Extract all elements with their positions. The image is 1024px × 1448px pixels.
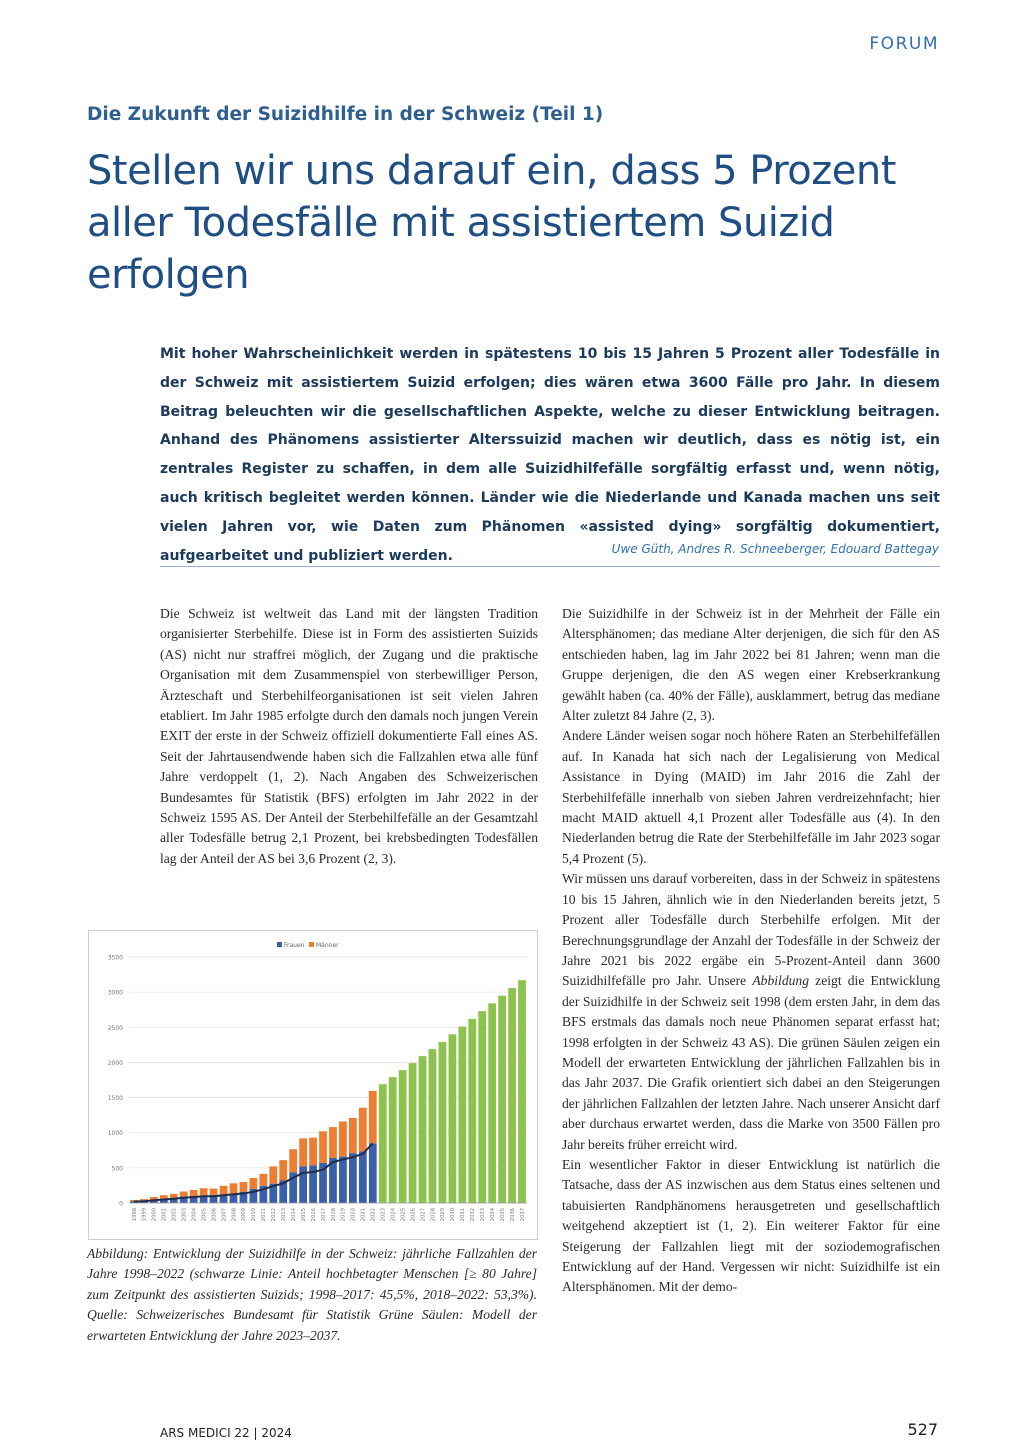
- bar-maenner: [309, 1138, 317, 1166]
- x-tick-label: 2018: [330, 1208, 337, 1222]
- x-tick-label: 2016: [310, 1208, 317, 1222]
- bar-maenner: [220, 1186, 228, 1194]
- body-paragraph: Ein wesentlicher Faktor in dieser Entwicklung ist natürlich die Tatsache, dass der AS inzwischen aus dem Status eines seltenen und tabuisierten Randphänomens herausgetreten und gesellschaftlich weitgehend akzeptiert ist (1, 2). Ein weiterer Faktor für eine Steigerung der Fallzahlen liegt mit der soziodemografischen Entwicklung auf der Hand. Vergessen wir nicht: Suizidhilfe ist ein Altersphänomen. Mit der demo-: [562, 1156, 940, 1295]
- body-paragraph: Andere Länder weisen sogar noch höhere Raten an Sterbehilfefällen auf. In Kanada hat sich nach der Legalisierung von Medical Assistance in Dying (MAID) im Jahr 2016 die Zahl der Sterbehilfefälle innerhalb von sieben Jahren verdreizehnfacht; hier macht MAID aktuell 4,1 Prozent aller Todesfälle aus (4). In den Niederlanden betrug die Rate der Sterbehilfefälle im Jahr 2023 sogar 5,4 Prozent (5).: [562, 728, 940, 866]
- figure-reference: Abbildung: [752, 973, 810, 989]
- x-tick-label: 2019: [340, 1208, 347, 1222]
- bar-modell: [508, 988, 516, 1203]
- bar-frauen: [339, 1157, 347, 1203]
- bar-maenner: [190, 1190, 198, 1196]
- body-column-left: [160, 604, 538, 869]
- x-tick-label: 2030: [450, 1208, 457, 1222]
- x-tick-label: 2024: [390, 1208, 397, 1222]
- x-tick-label: 2013: [281, 1208, 288, 1222]
- article-lead: Mit hoher Wahrscheinlichkeit werden in spätestens 10 bis 15 Jahren 5 Prozent aller Todesfälle in der Schweiz mit assistiertem Suizid erfolgen; dies wären etwa 3600 Fälle pro Jahr. In diesem Beitrag beleuchten wir die gesellschaftlichen Aspekte, welche zu dieser Entwicklung beitragen. Anhand des Phänomens assistierter Alterssuizid machen wir deutlich, dass es nötig ist, ein zentrales Register zu schaffen, in dem alle Suizidhilfefälle sorgfältig erfasst und, wenn nötig, auch kritisch begleitet werden können. Länder wie die Niederlande und Kanada machen uns seit vielen Jahren vor, wie Daten zum Phänomen «assisted dying» sorgfältig dokumentiert, aufgearbeitet und publiziert werden.: [160, 346, 940, 564]
- legend-swatch-frauen: [277, 942, 282, 947]
- x-tick-label: 2001: [161, 1208, 168, 1222]
- x-tick-label: 2003: [181, 1208, 188, 1222]
- bar-modell: [419, 1056, 427, 1203]
- x-tick-label: 2004: [191, 1208, 198, 1222]
- bar-modell: [379, 1084, 387, 1203]
- bar-maenner: [269, 1166, 277, 1183]
- chart-line: [129, 1143, 527, 1203]
- bar-chart: [89, 931, 537, 1239]
- body-text: zeigt die Entwicklung der Suizidhilfe in der Schweiz seit 1998 (dem ersten Jahr, in dem das BFS erstmals das damals noch neue Phänomen separat erfasst hat; 1998 erfolgten in der Schweiz 43 AS). Die grünen Säulen zeigen ein Modell der erwarteten Entwicklung der jährlichen Fallzahlen bis in das Jahr 2037. Die Grafik orientiert sich dabei an den Steigerungen der jährlichen Fallzahlen der letzten Jahre. Nach unserer Ansicht darf aber durchaus erwartet werden, dass die Marke von 3500 Fällen pro Jahr bereits früher erreicht wird.: [562, 973, 940, 1152]
- x-tick-label: 1998: [131, 1208, 138, 1222]
- bar-modell: [448, 1034, 456, 1203]
- y-tick-label: 3500: [107, 954, 123, 962]
- bar-maenner: [299, 1138, 307, 1166]
- footer-journal: ARS MEDICI 22 | 2024: [160, 1426, 292, 1440]
- bar-maenner: [359, 1108, 367, 1152]
- chart-legend: [277, 942, 339, 949]
- x-tick-label: 2027: [420, 1208, 427, 1222]
- x-tick-label: 2028: [430, 1208, 437, 1222]
- legend-label-frauen: Frauen: [284, 942, 305, 949]
- y-tick-label: 2500: [107, 1024, 123, 1032]
- body-paragraph: Die Schweiz ist weltweit das Land mit der längsten Tradition organisierter Sterbehilfe. Diese ist in Form des assistierten Suizids (AS) nicht nur straffrei möglich, der Zugang und die praktische Organisation mit dem Zusammenspiel von sterbewilliger Person, Ärzteschaft und Sterbehilfeorganisationen ist seit vielen Jahren etabliert. Im Jahr 1985 erfolgte durch den damals noch jungen Verein EXIT der erste in der Schweiz offiziell dokumentierte Fall eines AS. Seit der Jahrtausendwende haben sich die Fallzahlen etwa alle fünf Jahre verdoppelt (1, 2). Nach Angaben des Schweizerischen Bundesamtes für Statistik (BFS) erfolgten im Jahr 2022 in der Schweiz 1595 AS. Der Anteil der Sterbehilfefälle an der Gesamtzahl aller Todesfälle betrug 2,1 Prozent, bei krebsbedingten Todesfällen lag der Anteil der AS bei 3,6 Prozent (2, 3).: [160, 606, 538, 866]
- bar-maenner: [369, 1091, 377, 1143]
- bar-modell: [468, 1019, 476, 1203]
- x-tick-label: 2033: [480, 1208, 487, 1222]
- x-tick-label: 2000: [151, 1208, 158, 1222]
- bar-maenner: [339, 1121, 347, 1156]
- figure-caption: Abbildung: Entwicklung der Suizidhilfe in der Schweiz: jährliche Fallzahlen der Jahre 1998–2022 (schwarze Linie: Anteil hochbetagter Menschen [≥ 80 Jahre] zum Zeitpunkt des assistierten Suizids; 1998–2017: 45,5%, 2018–2022: 53,3%). Quelle: Schweizerisches Bundesamt für Statistik Grüne Säulen: Modell der erwarteten Entwicklung der Jahre 2023–2037.: [87, 1246, 537, 1343]
- body-paragraph: [562, 869, 940, 1155]
- x-tick-label: 2023: [380, 1208, 387, 1222]
- bar-maenner: [200, 1188, 208, 1195]
- x-axis: [132, 1207, 526, 1221]
- x-tick-label: 2034: [489, 1208, 496, 1222]
- y-tick-label: 2000: [107, 1059, 123, 1067]
- bar-maenner: [160, 1195, 168, 1198]
- bar-maenner: [259, 1174, 267, 1186]
- section-label: FORUM: [869, 34, 939, 54]
- x-tick-label: 2006: [211, 1208, 218, 1222]
- bar-maenner: [170, 1194, 178, 1198]
- x-tick-label: 2026: [410, 1208, 417, 1222]
- bar-modell: [488, 1003, 496, 1203]
- x-tick-label: 2012: [271, 1208, 278, 1222]
- x-tick-label: 2005: [201, 1208, 208, 1222]
- bar-maenner: [210, 1189, 218, 1195]
- x-tick-label: 2015: [300, 1208, 307, 1222]
- bar-maenner: [230, 1183, 238, 1194]
- bar-maenner: [289, 1149, 297, 1172]
- bar-modell: [389, 1077, 397, 1203]
- page-number: 527: [907, 1420, 938, 1439]
- body-column-right: [562, 604, 940, 1298]
- bar-maenner: [319, 1131, 327, 1163]
- figure-chart: [88, 930, 538, 1240]
- x-tick-label: 2020: [350, 1208, 357, 1222]
- x-tick-label: 2011: [261, 1208, 268, 1222]
- x-tick-label: 2014: [290, 1208, 297, 1222]
- bar-frauen: [359, 1151, 367, 1203]
- bar-modell: [478, 1011, 486, 1203]
- bar-modell: [439, 1042, 447, 1203]
- bar-maenner: [349, 1118, 357, 1153]
- bar-maenner: [180, 1192, 188, 1197]
- x-tick-label: 2025: [400, 1208, 407, 1222]
- bar-modell: [429, 1049, 437, 1203]
- x-tick-label: 2008: [231, 1208, 238, 1222]
- y-tick-label: 500: [111, 1165, 123, 1173]
- bar-maenner: [329, 1127, 337, 1158]
- bar-modell: [399, 1070, 407, 1203]
- y-tick-label: 1500: [107, 1095, 123, 1103]
- article-title: Stellen wir uns darauf ein, dass 5 Prozent aller Todesfälle mit assistiertem Suizid erfolgen: [87, 148, 896, 298]
- x-tick-label: 1999: [141, 1208, 148, 1222]
- x-tick-label: 2037: [519, 1208, 526, 1222]
- body-paragraph: Die Suizidhilfe in der Schweiz ist in der Mehrheit der Fälle ein Altersphänomen; das mediane Alter derjenigen, die sich für den AS entschieden haben, lag im Jahr 2022 bei 81 Jahren; wenn man die Gruppe derjenigen, die den AS wegen einer Krebserkrankung gewählt haben (ca. 40% der Fälle), ausklammert, betrug das mediane Alter zuletzt 84 Jahre (2, 3).: [562, 606, 940, 724]
- bar-maenner: [249, 1178, 257, 1189]
- legend-swatch-maenner: [309, 942, 314, 947]
- legend-label-maenner: Männer: [316, 942, 339, 949]
- y-axis: [108, 955, 123, 1208]
- bar-modell: [409, 1063, 417, 1203]
- chart-bars: [130, 980, 526, 1203]
- x-tick-label: 2007: [221, 1208, 228, 1222]
- article-kicker: Die Zukunft der Suizidhilfe in der Schweiz (Teil 1): [87, 104, 604, 125]
- x-tick-label: 2031: [460, 1208, 467, 1222]
- x-tick-label: 2017: [320, 1208, 327, 1222]
- x-tick-label: 2010: [251, 1208, 258, 1222]
- bar-modell: [498, 996, 506, 1203]
- bar-modell: [518, 980, 526, 1203]
- bar-modell: [458, 1027, 466, 1203]
- y-tick-label: 3000: [107, 989, 123, 997]
- separator-rule: [160, 566, 940, 567]
- x-tick-label: 2036: [509, 1208, 516, 1222]
- body-text: Wir müssen uns darauf vorbereiten, dass in der Schweiz in spätestens 10 bis 15 Jahren, ähnlich wie in den Niederlanden bereits jetzt, 5 Prozent aller Todesfälle durch Sterbehilfe erfolgen. Mit der Berechnungsgrundlage der Anzahl der Todesfälle in der Schweiz der Jahre 2021 bis 2022 ergäbe ein 5-Prozent-Anteil dann 3600 Suizidhilfefälle pro Jahr. Unsere: [562, 871, 940, 989]
- bar-frauen: [349, 1153, 357, 1203]
- x-tick-label: 2035: [499, 1208, 506, 1222]
- bar-maenner: [279, 1160, 287, 1180]
- x-tick-label: 2029: [440, 1208, 447, 1222]
- x-tick-label: 2022: [370, 1208, 377, 1222]
- article-authors: Uwe Güth, Andres R. Schneeberger, Edouard Battegay: [611, 542, 939, 556]
- y-tick-label: 0: [119, 1200, 123, 1208]
- x-tick-label: 2032: [470, 1208, 477, 1222]
- x-tick-label: 2009: [241, 1208, 248, 1222]
- y-tick-label: 1000: [107, 1130, 123, 1138]
- bar-maenner: [240, 1182, 248, 1192]
- bar-frauen: [369, 1143, 377, 1203]
- x-tick-label: 2002: [171, 1208, 178, 1222]
- x-tick-label: 2021: [360, 1208, 367, 1222]
